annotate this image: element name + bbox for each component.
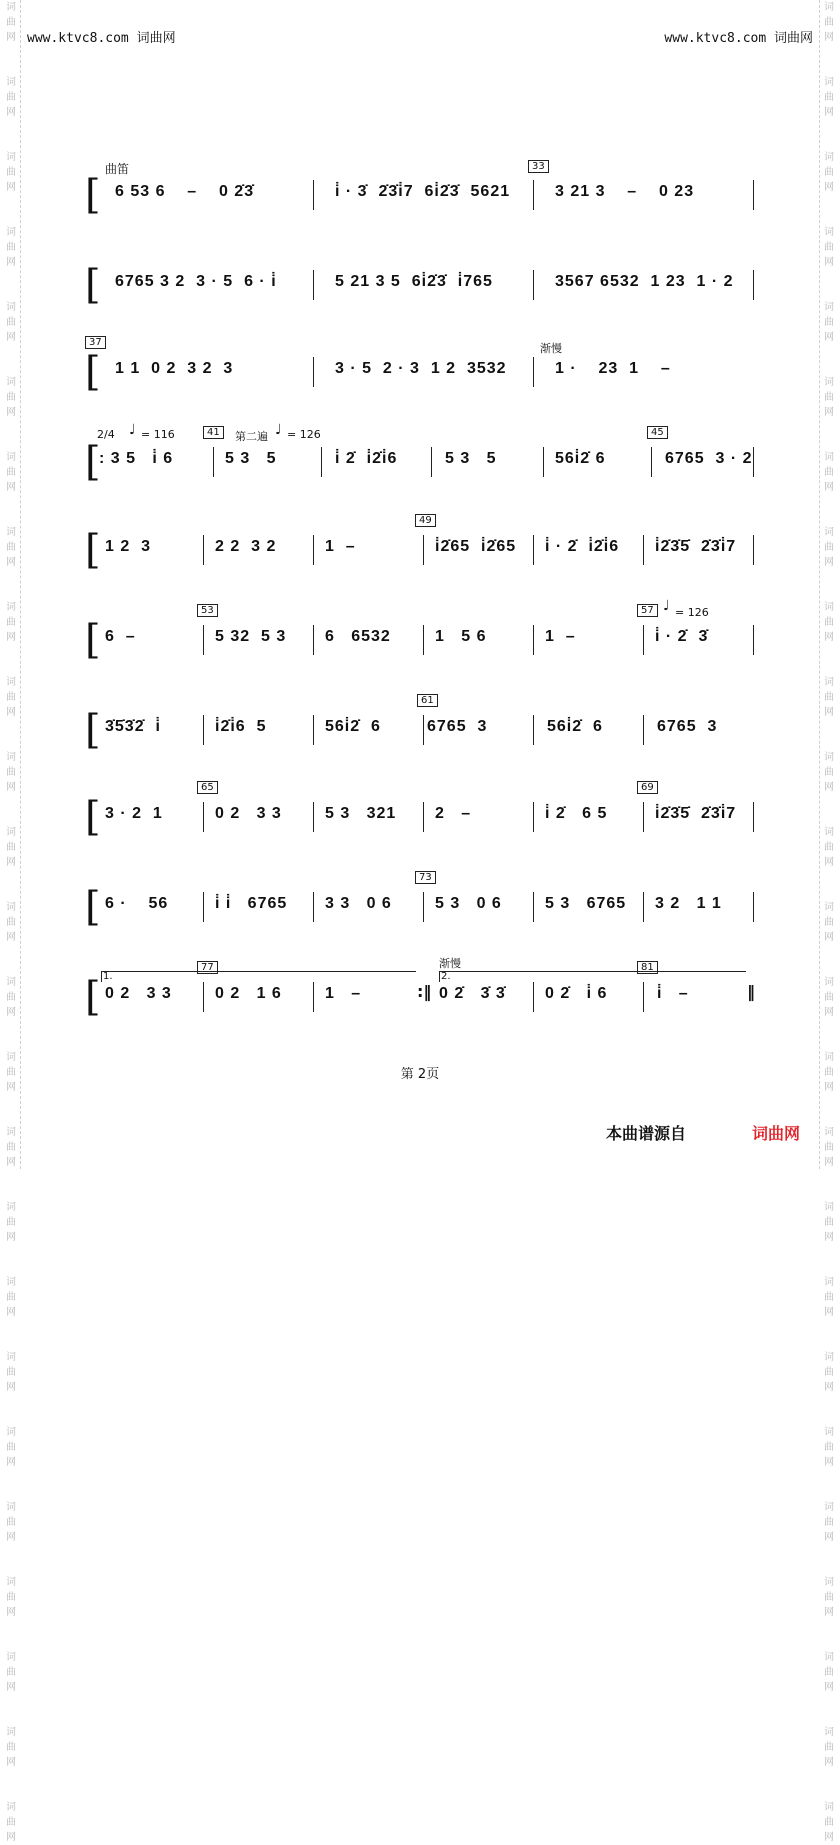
barline (313, 180, 314, 210)
system-brace: [ (85, 349, 101, 395)
source-label: 本曲谱源自 (606, 1124, 687, 1143)
rehearsal-mark: 37 (85, 336, 106, 349)
staff-system (85, 695, 757, 753)
measure: 0 2 3 3 (215, 805, 282, 822)
barline (753, 625, 754, 655)
barline (203, 982, 204, 1012)
tempo-annotation: 渐慢 (540, 342, 562, 355)
header-site-left[interactable]: www.ktvc8.com 词曲网 (27, 31, 176, 46)
barline (651, 447, 652, 477)
measure: 1 2 3 (105, 538, 152, 555)
measure: 6765 3 (427, 718, 488, 735)
rehearsal-mark: 77 (197, 961, 218, 974)
measure: i̇ · 3̇ 2̇3̇i̇7 6i̇2̇3̇ 5621 (335, 183, 511, 200)
measure: 6 53 6 – 0 2̇3̇ (115, 183, 255, 200)
barline (533, 982, 534, 1012)
measure: 3 3 0 6 (325, 895, 392, 912)
measure: 1 · 23 1 – (555, 360, 671, 377)
barline (313, 982, 314, 1012)
measure: 6 – (105, 628, 136, 645)
measure: 3567 6532 1 23 1 · 2 (555, 273, 734, 290)
barline (313, 892, 314, 922)
barline (313, 270, 314, 300)
second-time-label: 第二遍 (235, 430, 268, 443)
rehearsal-mark: 57 (637, 604, 658, 617)
staff-system (85, 422, 757, 485)
barline (643, 535, 644, 565)
barline (533, 270, 534, 300)
rehearsal-mark: 69 (637, 781, 658, 794)
staff-system (85, 872, 757, 930)
watermark-right: 词 曲 网 词 曲 网 词 曲 网 词 曲 网 词 曲 网 词 曲 网 词 曲 网 词 曲 网 词 曲 网 词 曲 网 词 曲 网 词 曲 网 词 曲 网 词 曲 网 词 曲 网 词 曲 网 词 曲 网 词 曲 网 词 曲 网 词 曲 网 词 曲 网 词 曲 网 词 曲 网 词 曲 网 词 曲 网 (819, 0, 838, 1169)
barline (423, 535, 424, 565)
system-brace: [ (85, 527, 101, 573)
measure: 0 2̇ 3̇ 3̇ (439, 985, 506, 1002)
measure: 0 2̇ i̇ 6 (545, 985, 608, 1002)
barline (313, 357, 314, 387)
measure: 1 1 0 2 3 2 3 (115, 360, 234, 377)
measure: 3 21 3 – 0 23 (555, 183, 695, 200)
barline (533, 357, 534, 387)
measure: i̇2̇3̇5̇ 2̇3̇i̇7 (655, 538, 737, 555)
rehearsal-mark: 41 (203, 426, 224, 439)
time-signature: 2/4 (97, 428, 115, 441)
staff-system (85, 262, 757, 308)
measure: i̇2̇65 i̇2̇65 (435, 538, 517, 555)
site-logo[interactable]: 词曲网 (752, 1124, 801, 1143)
barline (213, 447, 214, 477)
quarter-note-icon: ♩ (663, 598, 670, 614)
system-brace: [ (85, 262, 101, 308)
rehearsal-mark: 65 (197, 781, 218, 794)
measure: 56i̇2̇ 6 (325, 718, 381, 735)
barline (753, 802, 754, 832)
measure: i̇ 2̇ i̇2̇i̇6 (335, 450, 398, 467)
staff-system (85, 337, 757, 395)
tempo-annotation: 渐慢 (439, 957, 461, 970)
staff-system (85, 957, 757, 1020)
measure: i̇ · 2̇ i̇2̇i̇6 (545, 538, 620, 555)
rehearsal-mark: 81 (637, 961, 658, 974)
measure: : 3 5 i̇ 6 (99, 450, 174, 467)
measure: 5 3 5 (225, 450, 277, 467)
system-brace: [ (85, 884, 101, 930)
volta-bracket (439, 971, 746, 982)
measure: i̇ · 2̇ 3̇ (655, 628, 709, 645)
system-brace: [ (85, 617, 101, 663)
measure: 0 2 3 3 (105, 985, 172, 1002)
barline (203, 802, 204, 832)
system-brace: [ (85, 439, 101, 485)
measure: 2 2 3 2 (215, 538, 277, 555)
rehearsal-mark: 45 (647, 426, 668, 439)
volta-bracket (101, 971, 416, 982)
barline (643, 892, 644, 922)
barline (321, 447, 322, 477)
tempo-value: = 126 (287, 428, 321, 441)
system-brace: [ (85, 172, 101, 218)
measure: 6765 3 2 3 · 5 6 · i̇ (115, 273, 277, 290)
barline (753, 535, 754, 565)
tempo-value: = 126 (675, 606, 709, 619)
rehearsal-mark: 73 (415, 871, 436, 884)
measure: 6765 3 (657, 718, 718, 735)
measure: 5 3 6765 (545, 895, 627, 912)
barline (313, 715, 314, 745)
quarter-note-icon: ♩ (129, 422, 136, 438)
measure: 1 – (325, 985, 362, 1002)
measure: 5 3 321 (325, 805, 397, 822)
rehearsal-mark: 61 (417, 694, 438, 707)
header-site-right[interactable]: www.ktvc8.com 词曲网 (664, 31, 813, 46)
measure: 5 3 5 (445, 450, 497, 467)
barline (423, 715, 424, 745)
instrument-label: 曲笛 (105, 162, 130, 176)
measure: i̇2̇i̇6 5 (215, 718, 267, 735)
barline (203, 625, 204, 655)
page-number: 第 2页 (400, 1067, 440, 1082)
measure: i̇ – (657, 985, 689, 1002)
measure: 3̇5̇3̇2̇ i̇ (105, 718, 161, 735)
barline (203, 892, 204, 922)
measure: 1 – (545, 628, 576, 645)
barline (533, 625, 534, 655)
measure: 3 · 2 1 (105, 805, 163, 822)
measure: 3 2 1 1 (655, 895, 722, 912)
rehearsal-mark: 49 (415, 514, 436, 527)
measure: 6 6532 (325, 628, 391, 645)
tempo-value: = 116 (141, 428, 175, 441)
measure: 2 – (435, 805, 472, 822)
measure: 6 · 56 (105, 895, 169, 912)
barline (423, 625, 424, 655)
barline (753, 892, 754, 922)
barline (423, 802, 424, 832)
barline (313, 535, 314, 565)
rehearsal-mark: 33 (528, 160, 549, 173)
measure: 1 5 6 (435, 628, 487, 645)
system-brace: [ (85, 707, 101, 753)
volta-label: 2. (441, 971, 451, 982)
measure: i̇2̇3̇5̇ 2̇3̇i̇7 (655, 805, 737, 822)
rehearsal-mark: 53 (197, 604, 218, 617)
barline (533, 180, 534, 210)
barline (203, 715, 204, 745)
measure: 5 3 0 6 (435, 895, 502, 912)
measure: i̇ 2̇ 6 5 (545, 805, 608, 822)
measure: 56i̇2̇ 6 (555, 450, 606, 467)
barline (203, 535, 204, 565)
barline (643, 625, 644, 655)
quarter-note-icon: ♩ (275, 422, 282, 438)
barline (543, 447, 544, 477)
measure: 5 32 5 3 (215, 628, 287, 645)
barline (313, 802, 314, 832)
barline (533, 892, 534, 922)
measure: 6765 3 · 2 (665, 450, 753, 467)
staff-system (85, 515, 757, 573)
barline (533, 802, 534, 832)
barline (753, 270, 754, 300)
barline (643, 982, 644, 1012)
barline (643, 715, 644, 745)
volta-label: 1. (103, 971, 113, 982)
staff-system (85, 598, 757, 663)
watermark-left: 词 曲 网 词 曲 网 词 曲 网 词 曲 网 词 曲 网 词 曲 网 词 曲 网 词 曲 网 词 曲 网 词 曲 网 词 曲 网 词 曲 网 词 曲 网 词 曲 网 词 曲 网 词 曲 网 词 曲 网 词 曲 网 词 曲 网 词 曲 网 词 曲 网 词 曲 网 词 曲 网 词 曲 网 词 曲 网 (2, 0, 21, 1169)
barline (431, 447, 432, 477)
barline (643, 802, 644, 832)
measure: i̇ i̇ 6765 (215, 895, 288, 912)
final-barline: ‖ (747, 982, 755, 1001)
system-brace: [ (85, 974, 101, 1020)
measure: 0 2 1 6 (215, 985, 282, 1002)
barline (313, 625, 314, 655)
measure: 1 – (325, 538, 356, 555)
barline (423, 892, 424, 922)
barline (533, 715, 534, 745)
barline (753, 447, 754, 477)
system-brace: [ (85, 794, 101, 840)
staff-system (85, 782, 757, 840)
measure: 56i̇2̇ 6 (547, 718, 603, 735)
barline (753, 180, 754, 210)
repeat-end-barline: :‖ (417, 982, 432, 1001)
measure: 3 · 5 2 · 3 1 2 3532 (335, 360, 507, 377)
barline (533, 535, 534, 565)
measure: 5 21 3 5 6i̇2̇3̇ i̇765 (335, 273, 493, 290)
